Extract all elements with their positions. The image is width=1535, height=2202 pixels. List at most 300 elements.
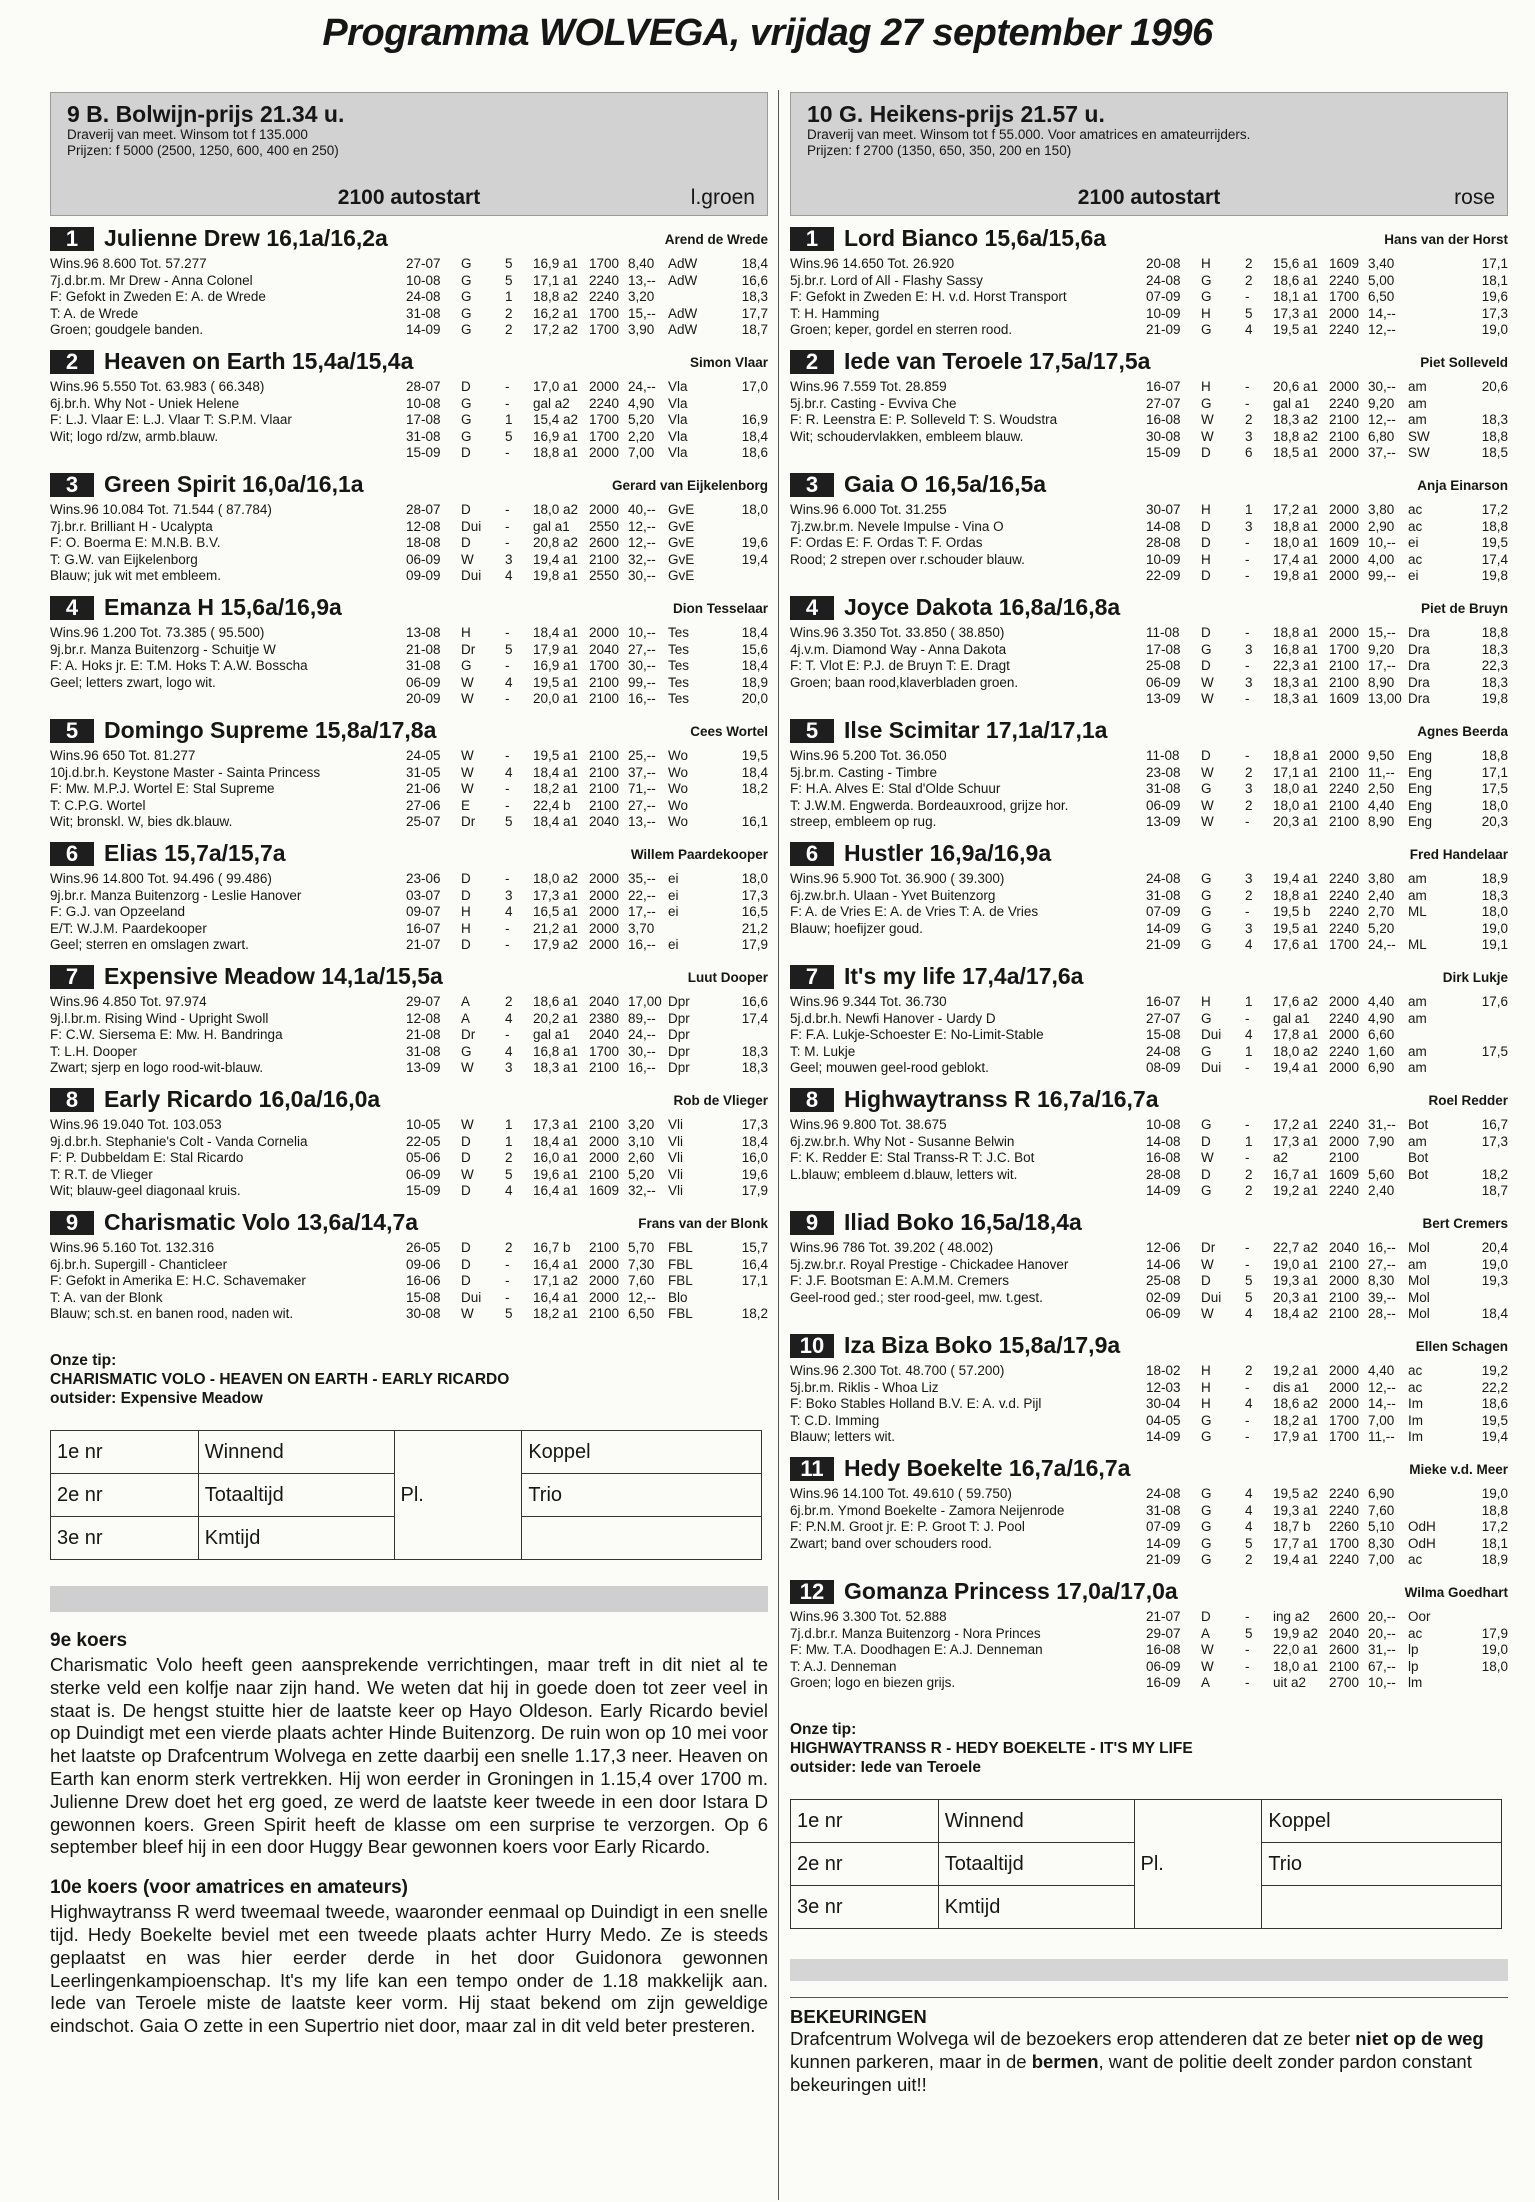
form-cell: 11-08 xyxy=(1146,625,1180,640)
form-cell: 2 xyxy=(1245,1183,1253,1199)
form-cell: 12,-- xyxy=(628,535,656,551)
form-cell: W xyxy=(461,748,474,763)
horse-info-line: Wins.96 9.800 Tot. 38.675 xyxy=(790,1117,947,1132)
form-cell: 07-09 xyxy=(1146,904,1181,920)
form-cell: 02-09 xyxy=(1146,1289,1181,1305)
horse-form-table xyxy=(1146,502,1508,585)
form-cell: Dra xyxy=(1408,625,1430,640)
form-cell: 16,8 a1 xyxy=(533,1043,579,1059)
form-cell: 2380 xyxy=(589,1010,620,1026)
form-cell: - xyxy=(1245,1609,1250,1624)
form-cell: 2100 xyxy=(589,1166,620,1182)
form-cell: 4 xyxy=(505,674,513,690)
form-cell: 40,-- xyxy=(628,502,656,517)
form-row xyxy=(1146,1027,1508,1044)
form-cell: 2,90 xyxy=(1368,518,1395,534)
form-cell: 20-09 xyxy=(406,691,441,707)
form-cell: 22,7 a2 xyxy=(1273,1240,1319,1255)
form-row xyxy=(1146,1642,1508,1659)
form-cell: 06-09 xyxy=(1146,1306,1181,1322)
form-cell: G xyxy=(1201,272,1212,288)
horse-name: Joyce Dakota 16,8a/16,8a xyxy=(844,595,1121,620)
form-cell: 27-06 xyxy=(406,797,441,813)
form-cell: Oor xyxy=(1408,1609,1431,1624)
form-cell: AdW xyxy=(668,322,698,338)
form-cell: 16,1 xyxy=(741,814,768,830)
horse-number: 7 xyxy=(50,965,94,989)
form-cell: G xyxy=(1201,1486,1212,1501)
outsider-text: outsider: Expensive Meadow xyxy=(50,1390,263,1407)
form-cell: 3,70 xyxy=(628,920,655,936)
form-cell: 21-06 xyxy=(406,781,441,797)
form-cell: 2000 xyxy=(1329,1060,1360,1076)
form-cell: 18,4 xyxy=(741,764,768,780)
form-cell: 16,2 a1 xyxy=(533,305,579,321)
form-cell: D xyxy=(1201,535,1211,551)
form-row xyxy=(1146,1257,1508,1274)
form-cell: 2550 xyxy=(589,568,620,584)
form-cell: - xyxy=(1245,1256,1250,1272)
form-row xyxy=(406,1306,768,1323)
horse-header xyxy=(790,226,1508,254)
place-2-label[interactable]: 2e nr xyxy=(791,1843,939,1886)
preview-heading: 10e koers (voor amatrices en amateurs) xyxy=(50,1877,409,1899)
form-cell: 5 xyxy=(505,256,513,271)
form-cell: 5 xyxy=(505,814,513,830)
form-cell: 19,5 xyxy=(741,748,768,763)
form-cell: 2040 xyxy=(589,1027,620,1043)
horse-info xyxy=(50,871,430,954)
horse-info xyxy=(790,994,1170,1077)
horse-form-table xyxy=(1146,994,1508,1077)
form-row xyxy=(1146,1150,1508,1167)
form-row xyxy=(406,306,768,323)
form-cell: 16-08 xyxy=(1146,412,1181,428)
winnend-label[interactable]: Winnend xyxy=(198,1431,394,1474)
form-cell: 16,6 xyxy=(741,994,768,1009)
form-cell: 19,5 xyxy=(1481,1412,1508,1428)
horse-info-line: Wins.96 14.800 Tot. 94.496 ( 99.486) xyxy=(50,871,272,886)
form-cell: 2000 xyxy=(1329,1396,1360,1412)
form-cell: lp xyxy=(1408,1658,1419,1674)
form-cell: 20-08 xyxy=(1146,256,1181,271)
plaats-label[interactable]: Pl. xyxy=(1134,1800,1262,1929)
place-1-label[interactable]: 1e nr xyxy=(791,1800,939,1843)
form-cell: 4,40 xyxy=(1368,994,1395,1009)
form-row xyxy=(1146,1240,1508,1257)
form-cell: 15,6 xyxy=(741,641,768,657)
race-10-column xyxy=(790,92,1508,2096)
horse-info-line: F: H.A. Alves E: Stal d'Olde Schuur xyxy=(790,781,1001,797)
form-cell: 2000 xyxy=(1329,1133,1360,1149)
horse-info-line: Wins.96 6.000 Tot. 31.255 xyxy=(790,502,947,517)
totaaltijd-label[interactable]: Totaaltijd xyxy=(938,1843,1134,1886)
form-row xyxy=(406,568,768,585)
form-cell: - xyxy=(505,748,510,763)
trio-label[interactable]: Trio xyxy=(1262,1843,1502,1886)
form-cell: 19,1 xyxy=(1481,937,1508,953)
horse-info-line: F: A. de Vries E: A. de Vries T: A. de Vries xyxy=(790,904,1039,920)
form-cell: 17,9 xyxy=(741,937,768,953)
form-cell: W xyxy=(461,1166,474,1182)
form-cell: G xyxy=(1201,937,1212,953)
form-cell: OdH xyxy=(1408,1519,1436,1535)
horse-number: 7 xyxy=(790,965,834,989)
form-cell: 2 xyxy=(1245,256,1253,271)
form-cell: 17,-- xyxy=(1368,658,1396,674)
form-cell: 27-07 xyxy=(1146,395,1181,411)
form-cell: 06-09 xyxy=(1146,797,1181,813)
form-cell: - xyxy=(1245,658,1250,674)
form-cell: W xyxy=(1201,1658,1214,1674)
form-row xyxy=(406,814,768,831)
form-cell: 2240 xyxy=(1329,1010,1360,1026)
form-row xyxy=(1146,994,1508,1011)
form-cell: 6,90 xyxy=(1368,1486,1395,1501)
form-row xyxy=(1146,535,1508,552)
place-2-label[interactable]: 2e nr xyxy=(51,1474,199,1517)
form-cell: - xyxy=(505,1289,510,1305)
place-3-label[interactable]: 3e nr xyxy=(51,1517,199,1560)
horse-info xyxy=(50,1240,430,1323)
form-row xyxy=(406,994,768,1011)
place-3-label[interactable]: 3e nr xyxy=(791,1886,939,1929)
form-cell: 2700 xyxy=(1329,1675,1360,1691)
horse-number: 5 xyxy=(50,719,94,743)
form-cell: 2600 xyxy=(1329,1609,1360,1624)
form-cell: 22,0 a1 xyxy=(1273,1642,1319,1658)
form-cell: 19,6 xyxy=(1481,289,1508,305)
form-cell: Dr xyxy=(1201,1240,1216,1255)
form-row xyxy=(1146,1536,1508,1553)
form-cell: 21,2 a1 xyxy=(533,920,579,936)
horse-number: 1 xyxy=(50,227,94,251)
place-1-label[interactable]: 1e nr xyxy=(51,1431,199,1474)
form-cell: 14,-- xyxy=(1368,305,1396,321)
horse-info-line: Wins.96 8.600 Tot. 57.277 xyxy=(50,256,207,271)
horse-entry xyxy=(790,718,1508,831)
form-row xyxy=(1146,502,1508,519)
form-cell: 2100 xyxy=(589,764,620,780)
horse-number: 11 xyxy=(790,1457,834,1481)
form-cell: 7,00 xyxy=(1368,1412,1395,1428)
form-cell: G xyxy=(461,1043,472,1059)
form-cell: 16,-- xyxy=(628,691,656,707)
form-cell: 17,6 a2 xyxy=(1273,994,1319,1009)
form-cell: 31,-- xyxy=(1368,1117,1396,1132)
form-cell: 3,20 xyxy=(628,1117,655,1132)
form-cell: 1609 xyxy=(589,1183,620,1199)
horse-header xyxy=(790,349,1508,377)
form-cell: H xyxy=(1201,1396,1211,1412)
form-row xyxy=(1146,1609,1508,1626)
form-row xyxy=(406,642,768,659)
form-cell: ac xyxy=(1408,502,1423,517)
form-cell: 4 xyxy=(505,568,513,584)
horse-info-line: Wit; blauw-geel diagonaal kruis. xyxy=(50,1183,241,1199)
form-cell: - xyxy=(1245,379,1250,394)
koppel-label[interactable]: Koppel xyxy=(1262,1800,1502,1843)
horse-info xyxy=(790,256,1170,339)
form-cell: D xyxy=(1201,658,1211,674)
form-cell: G xyxy=(461,412,472,428)
form-cell: 17,3 xyxy=(1481,305,1508,321)
horse-number: 6 xyxy=(790,842,834,866)
form-cell: 12,-- xyxy=(628,518,656,534)
form-cell: 18,0 xyxy=(1481,797,1508,813)
form-cell: 18,2 xyxy=(741,1306,768,1322)
form-cell: 18,0 a2 xyxy=(533,502,579,517)
horse-entry xyxy=(50,595,768,708)
form-cell: 17,2 xyxy=(1481,502,1508,517)
form-cell: G xyxy=(1201,1519,1212,1535)
form-cell: 1,60 xyxy=(1368,1043,1395,1059)
horse-name: Green Spirit 16,0a/16,1a xyxy=(104,472,364,497)
form-cell: 15,6 a1 xyxy=(1273,256,1319,271)
form-cell: 2000 xyxy=(1329,568,1360,584)
horse-info-line: 6j.br.m. Ymond Boekelte - Zamora Neijenrode xyxy=(790,1502,1065,1518)
form-cell: D xyxy=(1201,1273,1211,1289)
horse-entry xyxy=(50,349,768,462)
koppel-label[interactable]: Koppel xyxy=(522,1431,762,1474)
form-cell: 16,-- xyxy=(628,937,656,953)
form-cell: 18,7 xyxy=(1481,1183,1508,1199)
form-cell: G xyxy=(1201,1183,1212,1199)
form-cell: D xyxy=(1201,518,1211,534)
horse-driver: Agnes Beerda xyxy=(1417,724,1508,739)
form-row xyxy=(1146,1363,1508,1380)
form-cell: GvE xyxy=(668,551,695,567)
form-cell: A xyxy=(461,1010,471,1026)
trio-label[interactable]: Trio xyxy=(522,1474,762,1517)
form-cell: 17,00 xyxy=(628,994,662,1009)
form-cell: 6,80 xyxy=(1368,428,1395,444)
form-cell: 16-07 xyxy=(406,920,441,936)
form-cell: 16-07 xyxy=(1146,994,1181,1009)
form-cell: 5 xyxy=(1245,305,1253,321)
horse-form-table xyxy=(406,379,768,462)
form-cell: 13,00 xyxy=(1368,691,1402,707)
form-cell: 19,6 xyxy=(741,535,768,551)
horse-info-line: L.blauw; embleem d.blauw, letters wit. xyxy=(790,1166,1018,1182)
winnend-label[interactable]: Winnend xyxy=(938,1800,1134,1843)
form-cell: 2240 xyxy=(1329,1552,1360,1568)
horse-header xyxy=(50,964,768,992)
form-cell: 19,4 a1 xyxy=(1273,871,1319,886)
form-cell: - xyxy=(1245,1642,1250,1658)
form-cell: - xyxy=(505,518,510,534)
form-cell: 18,4 xyxy=(741,625,768,640)
plaats-label[interactable]: Pl. xyxy=(394,1431,522,1560)
form-cell: 17-08 xyxy=(1146,641,1181,657)
form-cell: 16,-- xyxy=(628,1060,656,1076)
form-row xyxy=(1146,379,1508,396)
form-row xyxy=(1146,1519,1508,1536)
form-cell: Vli xyxy=(668,1183,684,1199)
form-cell: 19,3 xyxy=(1481,1273,1508,1289)
form-row xyxy=(406,871,768,888)
form-cell: W xyxy=(1201,814,1214,830)
form-cell: 17,4 a1 xyxy=(1273,551,1319,567)
form-cell: 21-07 xyxy=(406,937,441,953)
form-cell: 2100 xyxy=(1329,1256,1360,1272)
horse-header xyxy=(790,472,1508,500)
form-cell: 17,1 a1 xyxy=(533,272,579,288)
form-cell: 24-05 xyxy=(406,748,441,763)
horse-info-line: Wins.96 9.344 Tot. 36.730 xyxy=(790,994,947,1009)
form-cell: E xyxy=(461,797,471,813)
form-cell: W xyxy=(461,764,474,780)
horse-info-line: 5j.br.m. Riklis - Whoa Liz xyxy=(790,1379,939,1395)
totaaltijd-label[interactable]: Totaaltijd xyxy=(198,1474,394,1517)
form-cell: 28-08 xyxy=(1146,535,1181,551)
form-cell: 4,40 xyxy=(1368,797,1395,813)
form-cell: H xyxy=(461,920,471,936)
form-cell: 22,4 b xyxy=(533,797,571,813)
kmtijd-label[interactable]: Kmtijd xyxy=(938,1886,1134,1929)
form-cell: 30,-- xyxy=(628,568,656,584)
form-row xyxy=(1146,1183,1508,1200)
form-cell: 29-07 xyxy=(406,994,441,1009)
form-cell: 24-08 xyxy=(406,289,441,305)
form-cell: D xyxy=(1201,1166,1211,1182)
form-cell: Mol xyxy=(1408,1306,1430,1322)
horse-info-line: Blauw; sch.st. en banen rood, naden wit. xyxy=(50,1306,294,1322)
form-row xyxy=(1146,781,1508,798)
form-cell: 17,6 xyxy=(1481,994,1508,1009)
horse-entry xyxy=(790,1579,1508,1692)
form-cell: 2240 xyxy=(1329,1486,1360,1501)
column-divider xyxy=(778,90,779,2200)
form-cell: - xyxy=(1245,1117,1250,1132)
horse-info-line: Geel; mouwen geel-rood geblokt. xyxy=(790,1060,989,1076)
form-cell: 19,5 a1 xyxy=(1273,322,1319,338)
form-cell: 89,-- xyxy=(628,1010,656,1026)
form-cell: - xyxy=(1245,1429,1250,1445)
form-cell: 22,-- xyxy=(628,887,656,903)
form-cell: H xyxy=(1201,1363,1211,1378)
form-cell: gal a1 xyxy=(1273,1010,1310,1026)
form-cell: 17,2 a1 xyxy=(1273,502,1319,517)
form-cell: 06-09 xyxy=(1146,674,1181,690)
form-row xyxy=(406,412,768,429)
form-cell: 19,5 a1 xyxy=(1273,920,1319,936)
form-row xyxy=(406,1060,768,1077)
horse-entry xyxy=(50,1210,768,1323)
form-cell: 19,0 xyxy=(1481,1642,1508,1658)
horse-info-line: F: Mw. T.A. Doodhagen E: A.J. Denneman xyxy=(790,1642,1043,1658)
form-cell: 2240 xyxy=(1329,322,1360,338)
form-cell: 18,3 xyxy=(1481,412,1508,428)
form-cell: 2100 xyxy=(589,748,620,763)
horse-info-line: Groen; keper, gordel en sterren rood. xyxy=(790,322,1013,338)
form-cell: 20,6 xyxy=(1481,379,1508,394)
form-cell: 21-09 xyxy=(1146,322,1181,338)
form-cell: 19,0 a1 xyxy=(1273,1256,1319,1272)
form-cell: 5 xyxy=(1245,1625,1253,1641)
form-cell: 16,0 xyxy=(741,1150,768,1166)
race-distance: 2100 autostart xyxy=(337,186,481,209)
form-cell: G xyxy=(461,395,472,411)
form-cell: 31-05 xyxy=(406,764,441,780)
form-cell: G xyxy=(1201,920,1212,936)
form-cell: 17,1 xyxy=(1481,764,1508,780)
horse-form-table xyxy=(1146,1363,1508,1446)
form-cell: G xyxy=(461,289,472,305)
form-cell: 2240 xyxy=(1329,781,1360,797)
form-cell: 5,00 xyxy=(1368,272,1395,288)
form-cell: 19,4 a1 xyxy=(1273,1060,1319,1076)
form-cell: W xyxy=(1201,797,1214,813)
form-cell: 19,4 a1 xyxy=(533,551,579,567)
form-cell: 2240 xyxy=(589,272,620,288)
horse-info-line: Blauw; hoefijzer goud. xyxy=(790,920,923,936)
form-cell: - xyxy=(1245,904,1250,920)
form-cell: Dui xyxy=(1201,1027,1222,1043)
form-cell: 28-08 xyxy=(1146,1166,1181,1182)
form-cell: G xyxy=(461,658,472,674)
form-cell: 13-08 xyxy=(406,625,441,640)
form-cell: A xyxy=(1201,1625,1211,1641)
form-cell: 10-05 xyxy=(406,1117,441,1132)
horse-info xyxy=(790,379,1170,445)
horse-info-line: F: Gefokt in Zweden E: A. de Wrede xyxy=(50,289,266,305)
form-cell: 16,0 a1 xyxy=(533,1150,579,1166)
horse-info-line: Wit; logo rd/zw, armb.blauw. xyxy=(50,428,219,444)
form-row xyxy=(1146,625,1508,642)
horse-info-line: streep, embleem op rug. xyxy=(790,814,937,830)
form-cell: 17,9 a2 xyxy=(533,937,579,953)
form-cell: 2000 xyxy=(589,445,620,461)
form-cell: 11,-- xyxy=(1368,764,1395,780)
form-cell: ei xyxy=(668,871,679,886)
form-cell: 18,6 a1 xyxy=(1273,272,1319,288)
horse-header xyxy=(50,1210,768,1238)
notice-text xyxy=(790,2028,1508,2096)
form-cell: 30-04 xyxy=(1146,1396,1181,1412)
horse-info-line: F: R. Leenstra E: P. Solleveld T: S. Woudstra xyxy=(790,412,1058,428)
race-color: rose xyxy=(1454,186,1495,209)
form-row xyxy=(1146,1273,1508,1290)
form-cell: dis a1 xyxy=(1273,1379,1310,1395)
form-row xyxy=(406,273,768,290)
horse-form-table xyxy=(1146,379,1508,462)
horse-entry xyxy=(790,349,1508,462)
form-row xyxy=(1146,871,1508,888)
form-cell: Vli xyxy=(668,1117,684,1132)
form-cell: 16,5 xyxy=(741,904,768,920)
form-cell: 18,2 a1 xyxy=(1273,1412,1319,1428)
form-cell: 18,8 a1 xyxy=(1273,625,1319,640)
form-cell: GvE xyxy=(668,535,695,551)
form-cell: 19,2 xyxy=(1481,1363,1508,1378)
kmtijd-label[interactable]: Kmtijd xyxy=(198,1517,394,1560)
form-row xyxy=(1146,1044,1508,1061)
form-cell: H xyxy=(1201,256,1211,271)
form-row xyxy=(406,765,768,782)
form-cell: 1700 xyxy=(1329,641,1360,657)
form-cell: 24-08 xyxy=(1146,1486,1181,1501)
horse-entry xyxy=(790,1456,1508,1569)
form-cell: 2100 xyxy=(589,691,620,707)
form-cell: 18,6 xyxy=(1481,1396,1508,1412)
form-cell: 1609 xyxy=(1329,1166,1360,1182)
horse-info xyxy=(50,256,430,339)
horse-header xyxy=(50,718,768,746)
horse-info-line: Wins.96 14.100 Tot. 49.610 ( 59.750) xyxy=(790,1486,1012,1501)
form-cell: 14-06 xyxy=(1146,1256,1181,1272)
horse-info-line: Wins.96 14.650 Tot. 26.920 xyxy=(790,256,955,271)
